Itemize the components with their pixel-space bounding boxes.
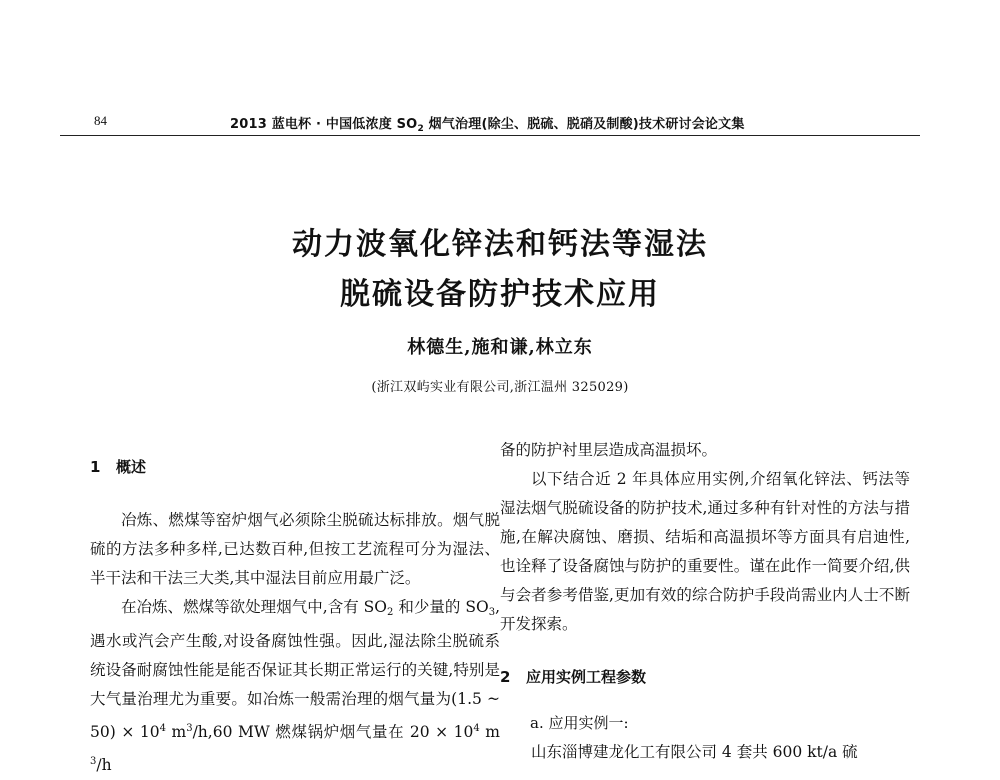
paragraph-overview-1: 冶炼、燃煤等窑炉烟气必须除尘脱硫达标排放。烟气脱硫的方法多种多样,已达数百种,但按工艺流程可分为湿法、半干法和干法三大类,其中湿法目前应用最广泛。 xyxy=(90,511,500,587)
paper-title xyxy=(200,220,800,320)
paragraph-continuation: 备的防护衬里层造成高温损坏。 xyxy=(500,441,718,459)
page-number: 84 xyxy=(94,113,107,128)
section-title: 应用实例工程参数 xyxy=(526,668,647,686)
paper-title-line-2: 脱硫设备防护技术应用 xyxy=(340,277,660,312)
journal-title xyxy=(230,113,870,134)
section-number: 2 xyxy=(500,668,511,686)
left-column xyxy=(90,436,500,780)
journal-title-suffix: 烟气治理(除尘、脱硫、脱硝及制酸)技术研讨会论文集 xyxy=(423,117,745,132)
section-number: 1 xyxy=(90,458,101,476)
right-column xyxy=(500,436,910,767)
journal-title-subscript: 2 xyxy=(417,124,424,134)
section-heading-1 xyxy=(90,453,500,482)
paragraph-intro: 以下结合近 2 年具体应用实例,介绍氧化锌法、钙法等湿法烟气脱硫设备的防护技术,通过多种有针对性的方法与措施,在解决腐蚀、磨损、结垢和高温损坏等方面具有启迪性,也诠释了设备腐蚀与防护的重要性。谨在此作一简要介绍,供与会者参考借鉴,更加有效的综合防护手段尚需业内人士不断开发探索。 xyxy=(500,470,910,633)
journal-title-prefix: 2013 蓝电杯 · 中国低浓度 SO xyxy=(230,117,418,132)
section-heading-2 xyxy=(500,663,910,692)
running-header xyxy=(60,113,920,136)
author-list: 林德生,施和谦,林立东 xyxy=(407,337,593,358)
paragraph-overview-2: 在冶炼、燃煤等欲处理烟气中,含有 $SO_2$ 和少量的 $SO_3$,遇水或汽会产生酸,对设备腐蚀性强。因此,湿法除尘脱硫系统设备耐腐蚀性能是能否保证其长期正常运行的关键,特别是大气量治理尤为重要。如冶炼一般需治理的烟气量为(1.5 ~ $50) \times 10^4$ $m^3/h,60$ MW 燃煤锅炉烟气量在 $20 \times 10^4$ $m^3/h$ xyxy=(90,598,500,774)
affiliation: (浙江双屿实业有限公司,浙江温州 325029) xyxy=(371,380,629,395)
section-title: 概述 xyxy=(116,458,147,476)
list-item-a: a. 应用实例一: xyxy=(530,714,629,732)
paper-title-line-1: 动力波氧化锌法和钙法等湿法 xyxy=(292,227,708,262)
paragraph-example-1: 山东淄博建龙化工有限公司 4 套共 600 kt/a 硫 xyxy=(531,743,858,761)
title-block xyxy=(200,220,800,320)
